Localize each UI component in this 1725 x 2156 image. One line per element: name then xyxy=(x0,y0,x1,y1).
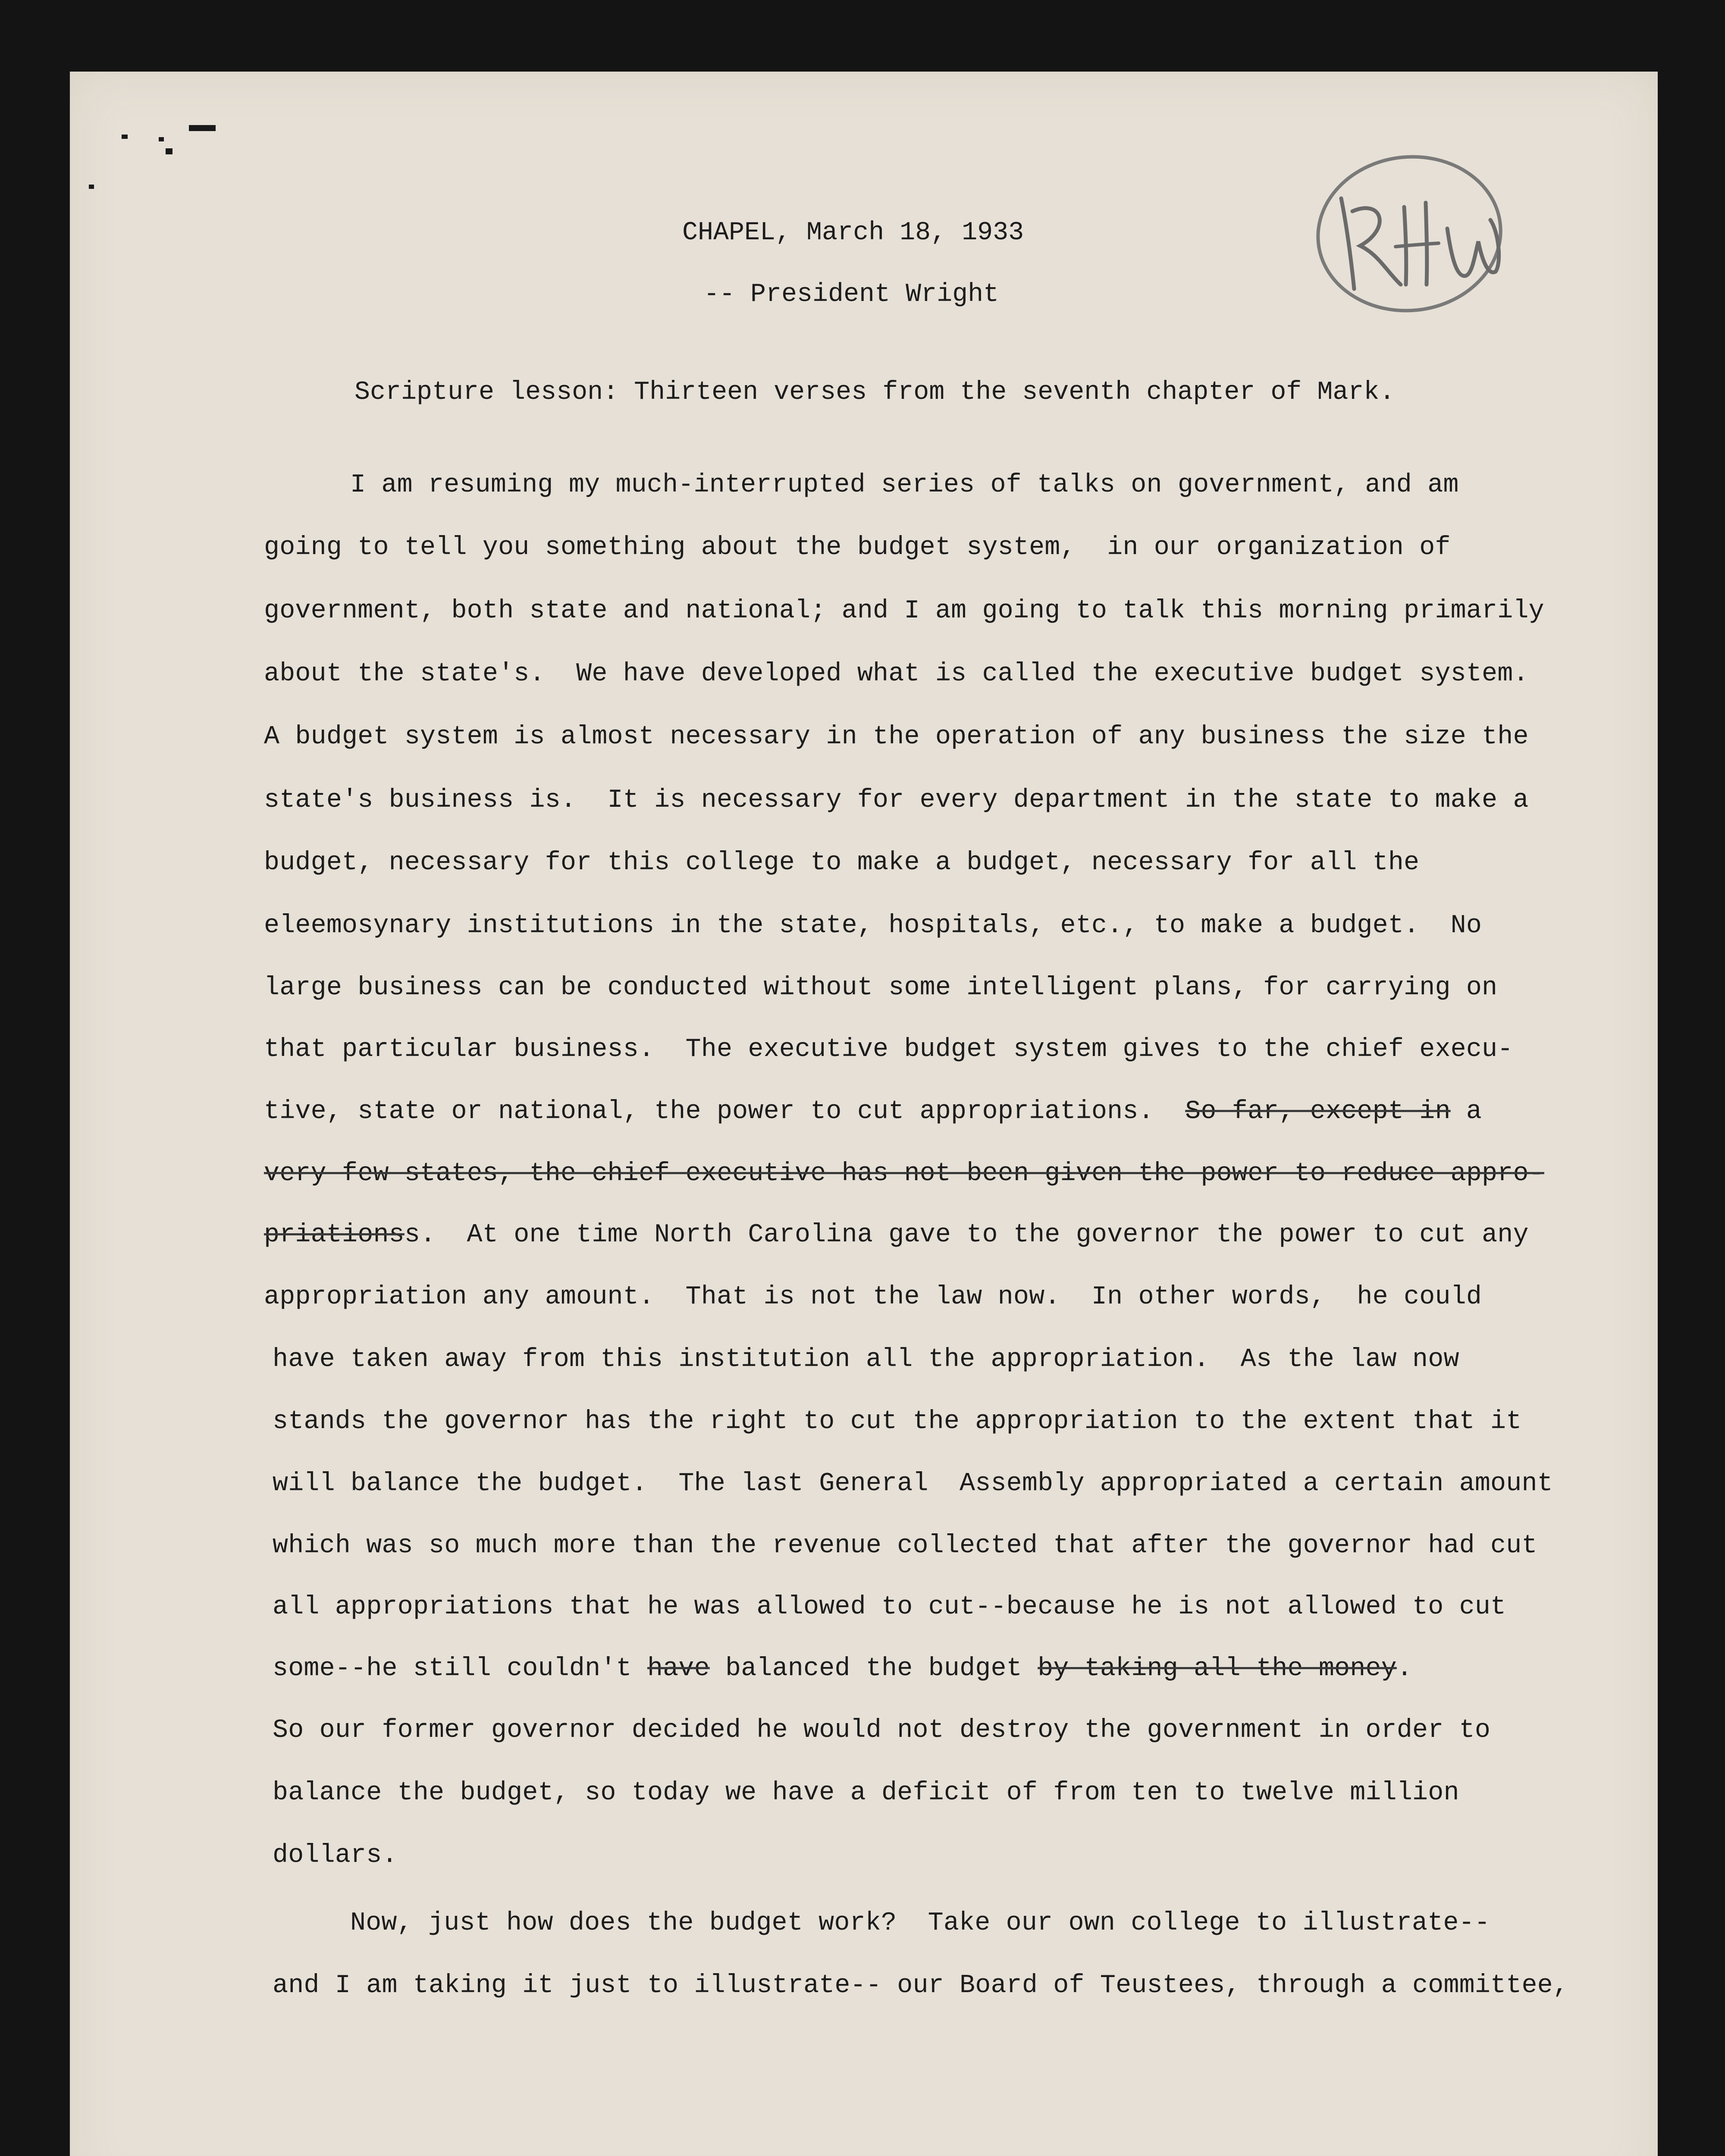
ink-speck xyxy=(122,135,128,139)
ink-speck xyxy=(166,148,172,154)
text-segment: balanced the budget xyxy=(709,1654,1038,1683)
text-line: appropriation any amount. That is not the law now. In other words, he could xyxy=(264,1282,1482,1312)
text-segment: s. At one time North Carolina gave to the governor the power to cut any xyxy=(404,1220,1529,1250)
text-segment: . xyxy=(1396,1654,1413,1683)
text-line: Now, just how does the budget work? Take our own college to illustrate-- xyxy=(350,1908,1490,1938)
struck-text: very few states, the chief executive has not been given the power to reduce appro- xyxy=(264,1159,1544,1188)
text-line: large business can be conducted without some intelligent plans, for carrying on xyxy=(264,973,1498,1003)
text-line: I am resuming my much-interrupted series of talks on government, and am xyxy=(350,470,1459,500)
text-line: balance the budget, so today we have a deficit of from ten to twelve million xyxy=(273,1778,1459,1808)
speaker-line: -- President Wright xyxy=(704,280,999,309)
text-line: and I am taking it just to illustrate-- our Board of Teustees, through a committee, xyxy=(273,1971,1569,2000)
text-segment: tive, state or national, the power to cut appropriations. xyxy=(264,1097,1186,1126)
text-line xyxy=(264,1097,1482,1126)
text-segment: a xyxy=(1450,1097,1482,1126)
text-line: government, both state and national; and I am going to talk this morning primarily xyxy=(264,596,1544,626)
ink-speck xyxy=(159,137,164,141)
text-line: So our former governor decided he would not destroy the government in order to xyxy=(273,1716,1491,1745)
text-line: dollars. xyxy=(273,1841,398,1870)
page-title: CHAPEL, March 18, 1933 xyxy=(682,218,1024,248)
text-line: budget, necessary for this college to make a budget, necessary for all the xyxy=(264,848,1420,877)
text-line xyxy=(264,1220,1529,1250)
text-line: going to tell you something about the budget system, in our organization of xyxy=(264,533,1451,562)
scripture-line: Scripture lesson: Thirteen verses from the seventh chapter of Mark. xyxy=(354,378,1395,407)
text-line xyxy=(273,1654,1412,1683)
text-line: about the state's. We have developed what is called the executive budget system. xyxy=(264,659,1529,689)
ink-speck xyxy=(189,125,216,131)
text-line: have taken away from this institution all the appropriation. As the law now xyxy=(273,1345,1459,1374)
text-line: state's business is. It is necessary for every department in the state to make a xyxy=(264,786,1529,815)
ink-speck xyxy=(89,185,94,189)
text-line: all appropriations that he was allowed to cut--because he is not allowed to cut xyxy=(273,1592,1506,1622)
text-line xyxy=(264,1159,1544,1188)
handwritten-initials-stamp xyxy=(1309,147,1512,328)
struck-text: by taking all the money xyxy=(1038,1654,1397,1683)
struck-text: have xyxy=(647,1654,710,1683)
text-line: A budget system is almost necessary in the operation of any business the size the xyxy=(264,722,1529,752)
document-page xyxy=(70,72,1658,2156)
text-segment: some--he still couldn't xyxy=(273,1654,647,1683)
text-line: which was so much more than the revenue collected that after the governor had cut xyxy=(273,1531,1537,1561)
text-line: stands the governor has the right to cut the appropriation to the extent that it xyxy=(273,1407,1522,1436)
text-line: eleemosynary institutions in the state, hospitals, etc., to make a budget. No xyxy=(264,911,1482,940)
text-line: that particular business. The executive budget system gives to the chief execu- xyxy=(264,1035,1513,1064)
struck-text: So far, except in xyxy=(1185,1097,1451,1126)
text-line: will balance the budget. The last General Assembly appropriated a certain amount xyxy=(273,1469,1553,1498)
struck-text: priations xyxy=(264,1220,405,1250)
